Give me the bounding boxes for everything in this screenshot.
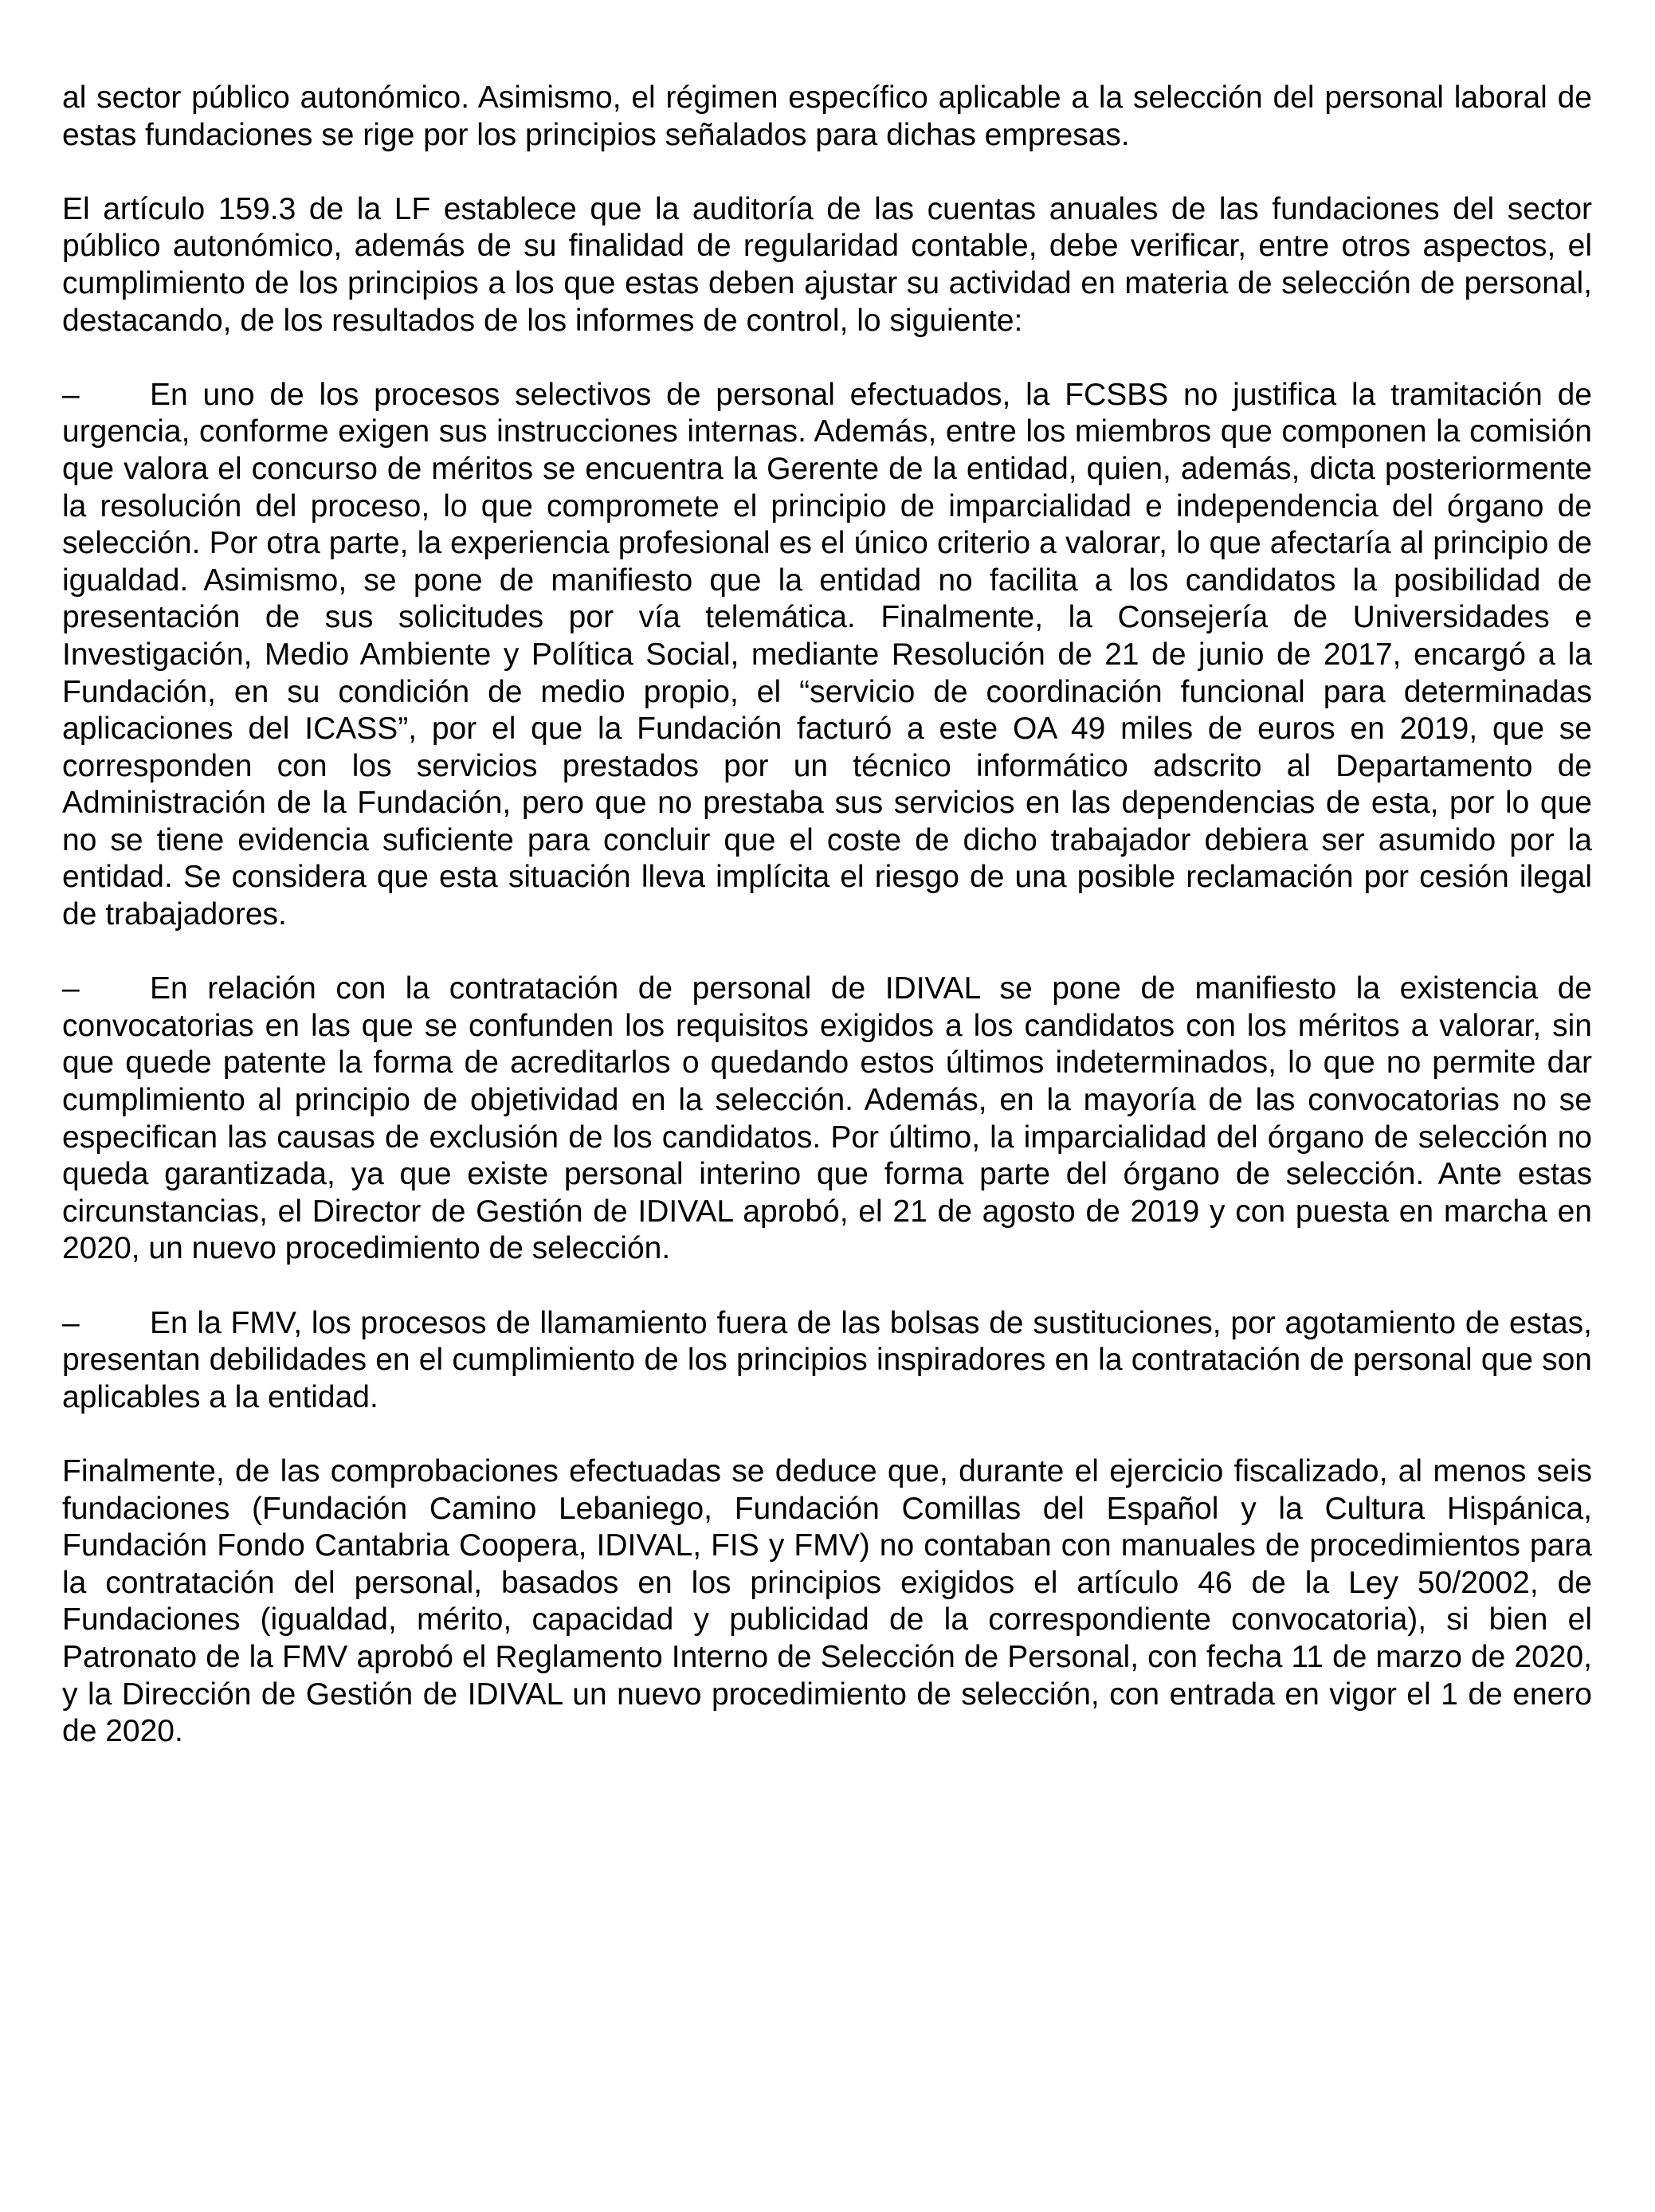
bullet-item-fcsbs [62,377,1592,934]
bullet-item-idival [62,971,1592,1268]
paragraph-article-159: El artículo 159.3 de la LF establece que la auditoría de las cuentas anuales de las fundaciones del sector público autonómico, además de su finalidad de regularidad contable, debe verificar, entre otros aspectos, el cumplimiento de los principios a los que estas deben ajustar su actividad en materia de selección de personal, destacando, de los resultados de los informes de control, lo siguiente: [62,191,1592,338]
bullet-text: En relación con la contratación de personal de IDIVAL se pone de manifiesto la existencia de convocatorias en las que se confunden los requisitos exigidos a los candidatos con los méritos a valorar, sin que quede patente la forma de acreditarlos o quedando estos últimos indeterminados, lo que no permite dar cumplimiento al principio de objetividad en la selección. Además, en la mayoría de las convocatorias no se especifican las causas de exclusión de los candidatos. Por último, la imparcialidad del órgano de selección no queda garantizada, ya que existe personal interino que forma parte del órgano de selección. Ante estas circunstancias, el Director de Gestión de IDIVAL aprobó, el 21 de agosto de 2019 y con puesta en marcha en 2020, un nuevo procedimiento de selección. [62,971,1592,1266]
dash-marker: – [62,377,80,412]
dash-marker: – [62,971,80,1006]
bullet-text: En uno de los procesos selectivos de personal efectuados, la FCSBS no justifica la tramitación de urgencia, conforme exigen sus instrucciones internas. Además, entre los miembros que componen la comisión que valora el concurso de méritos se encuentra la Gerente de la entidad, quien, además, dicta posteriormente la resolución del proceso, lo que compromete el principio de imparcialidad e independencia del órgano de selección. Por otra parte, la experiencia profesional es el único criterio a valorar, lo que afectaría al principio de igualdad. Asimismo, se pone de manifiesto que la entidad no facilita a los candidatos la posibilidad de presentación de sus solicitudes por vía telemática. Finalmente, la Consejería de Universidades e Investigación, Medio Ambiente y Política Social, mediante Resolución de 21 de junio de 2017, encargó a la Fundación, en su condición de medio propio, el “servicio de coordinación funcional para determinadas aplicaciones del ICASS”, por el que la Fundación facturó a este OA 49 miles de euros en 2019, que se corresponden con los servicios prestados por un técnico informático adscrito al Departamento de Administración de la Fundación, pero que no prestaba sus servicios en las dependencias de esta, por lo que no se tiene evidencia suficiente para concluir que el coste de dicho trabajador debiera ser asumido por la entidad. Se considera que esta situación lleva implícita el riesgo de una posible reclamación por cesión ilegal de trabajadores. [62,377,1592,932]
bullet-text: En la FMV, los procesos de llamamiento fuera de las bolsas de sustituciones, por agotamiento de estas, presentan debilidades en el cumplimiento de los principios inspiradores en la contratación de personal que son aplicables a la entidad. [62,1305,1592,1414]
paragraph-intro-continuation: al sector público autonómico. Asimismo, el régimen específico aplicable a la selección del personal laboral de estas fundaciones se rige por los principios señalados para dichas empresas. [62,80,1592,152]
dash-marker: – [62,1305,80,1340]
paragraph-closing: Finalmente, de las comprobaciones efectuadas se deduce que, durante el ejercicio fiscalizado, al menos seis fundaciones (Fundación Camino Lebaniego, Fundación Comillas del Español y la Cultura Hispánica, Fundación Fondo Cantabria Coopera, IDIVAL, FIS y FMV) no contaban con manuales de procedimientos para la contratación del personal, basados en los principios exigidos el artículo 46 de la Ley 50/2002, de Fundaciones (igualdad, mérito, capacidad y publicidad de la correspondiente convocatoria), si bien el Patronato de la FMV aprobó el Reglamento Interno de Selección de Personal, con fecha 11 de marzo de 2020, y la Dirección de Gestión de IDIVAL un nuevo procedimiento de selección, con entrada en vigor el 1 de enero de 2020. [62,1453,1592,1749]
bullet-item-fmv [62,1305,1592,1417]
document-page [62,80,1592,1787]
